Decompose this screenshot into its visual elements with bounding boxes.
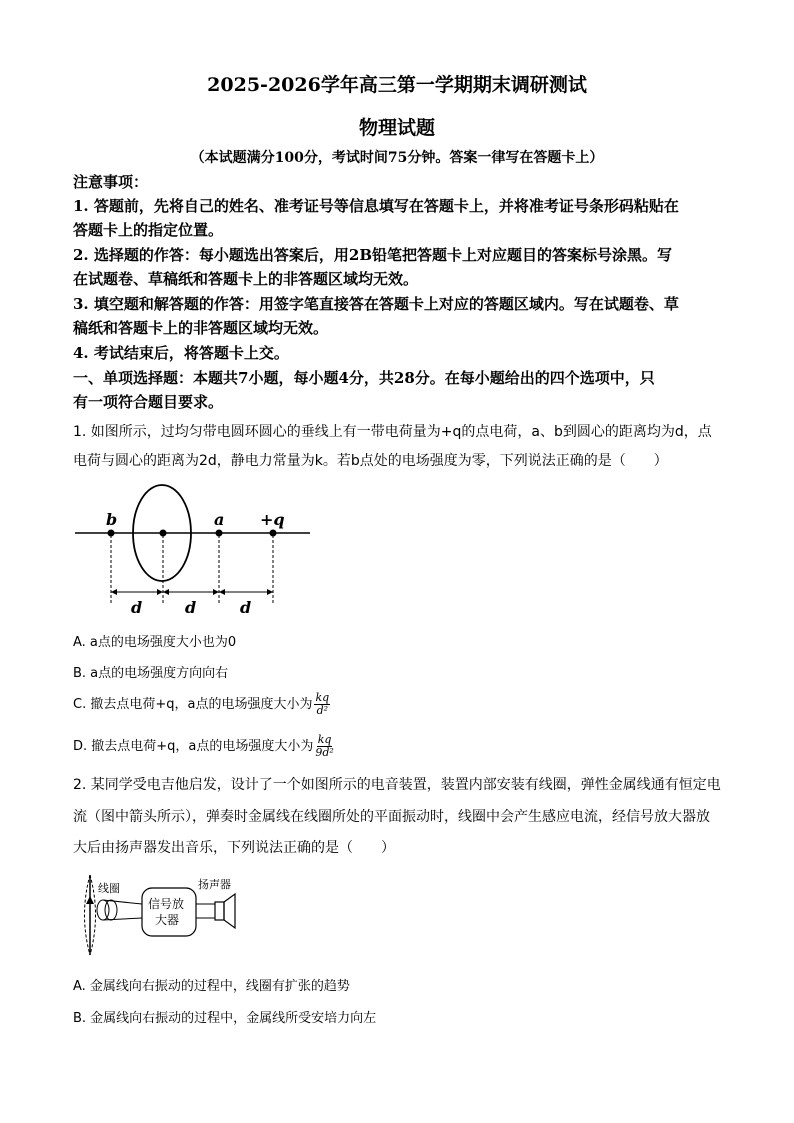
distance-d-label: d — [131, 598, 143, 617]
option-b: B. a点的电场强度方向向右 — [73, 666, 229, 681]
fraction — [315, 734, 333, 759]
option-d — [73, 734, 334, 759]
notice-line: 答题卡上的指定位置。 — [73, 221, 224, 239]
fraction-numerator: kq — [315, 691, 330, 704]
point-b-label: b — [106, 510, 118, 529]
fraction-denominator: 9d² — [315, 746, 334, 759]
exam-note: （本试题满分100分，考试时间75分钟。答案一律写在答题卡上） — [190, 150, 604, 166]
option-a: A. a点的电场强度大小也为0 — [73, 635, 237, 650]
question-2-figure — [70, 870, 250, 960]
fraction-numerator: kq — [317, 733, 332, 746]
option-c-text: C. 撤去点电荷+q，a点的电场强度大小为 — [73, 697, 313, 712]
exam-title: 2025-2026学年高三第一学期期末调研测试 — [207, 74, 587, 96]
amplifier-label: 信号放 — [148, 897, 185, 911]
option-b: B. 金属线向右振动的过程中，金属线所受安培力向左 — [73, 1011, 377, 1026]
fraction — [314, 692, 330, 717]
notice-line: 稿纸和答题卡上的非答题区域均无效。 — [73, 319, 329, 337]
distance-d-label: d — [240, 598, 252, 617]
point-a-label: a — [214, 510, 225, 529]
notice-line: 2. 选择题的作答：每小题选出答案后，用2B铅笔把答题卡上对应题目的答案标号涂黑。写 — [73, 246, 673, 264]
speaker-label: 扬声器 — [198, 878, 231, 891]
amplifier-label: 大器 — [155, 913, 180, 927]
notice-line: 3. 填空题和解答题的作答：用签字笔直接答在答题卡上对应的答题区域内。写在试题卷、草 — [73, 295, 679, 313]
subject-title: 物理试题 — [358, 117, 435, 139]
option-d-text: D. 撤去点电荷+q，a点的电场强度大小为 — [73, 739, 314, 754]
question-2-stem: 大后由扬声器发出音乐，下列说法正确的是（ ） — [73, 840, 395, 856]
question-1-figure — [70, 475, 320, 620]
coil-label: 线圈 — [98, 882, 120, 895]
section-heading: 一、单项选择题：本题共7小题，每小题4分，共28分。在每小题给出的四个选项中，只 — [73, 369, 655, 387]
notice-heading: 注意事项： — [73, 173, 149, 191]
question-2-stem: 流（图中箭头所示），弹奏时金属线在线圈所处的平面振动时，线圈中会产生感应电流，经信号放大器放 — [73, 809, 710, 825]
distance-d-label: d — [185, 598, 197, 617]
section-heading: 有一项符合题目要求。 — [73, 393, 224, 411]
charge-label: +q — [260, 510, 285, 529]
fraction-denominator: d² — [316, 704, 329, 717]
notice-line: 1. 答题前，先将自己的姓名、准考证号等信息填写在答题卡上，并将准考证号条形码粘贴在 — [73, 197, 679, 215]
question-1-stem: 电荷与圆心的距离为2d，静电力常量为k。若b点处的电场强度为零，下列说法正确的是（ ） — [73, 453, 668, 469]
option-a: A. 金属线向右振动的过程中，线圈有扩张的趋势 — [73, 979, 350, 994]
notice-line: 在试题卷、草稿纸和答题卡上的非答题区域均无效。 — [73, 270, 419, 288]
question-2-stem: 2. 某同学受电吉他启发，设计了一个如图所示的电音装置，装置内部安装有线圈，弹性金属线通有恒定电 — [73, 777, 721, 793]
question-1-stem: 1. 如图所示，过均匀带电圆环圆心的垂线上有一带电荷量为+q的点电荷，a、b到圆心的距离均为d，点 — [73, 424, 712, 440]
notice-line: 4. 考试结束后，将答题卡上交。 — [73, 344, 289, 362]
option-c — [73, 692, 330, 717]
